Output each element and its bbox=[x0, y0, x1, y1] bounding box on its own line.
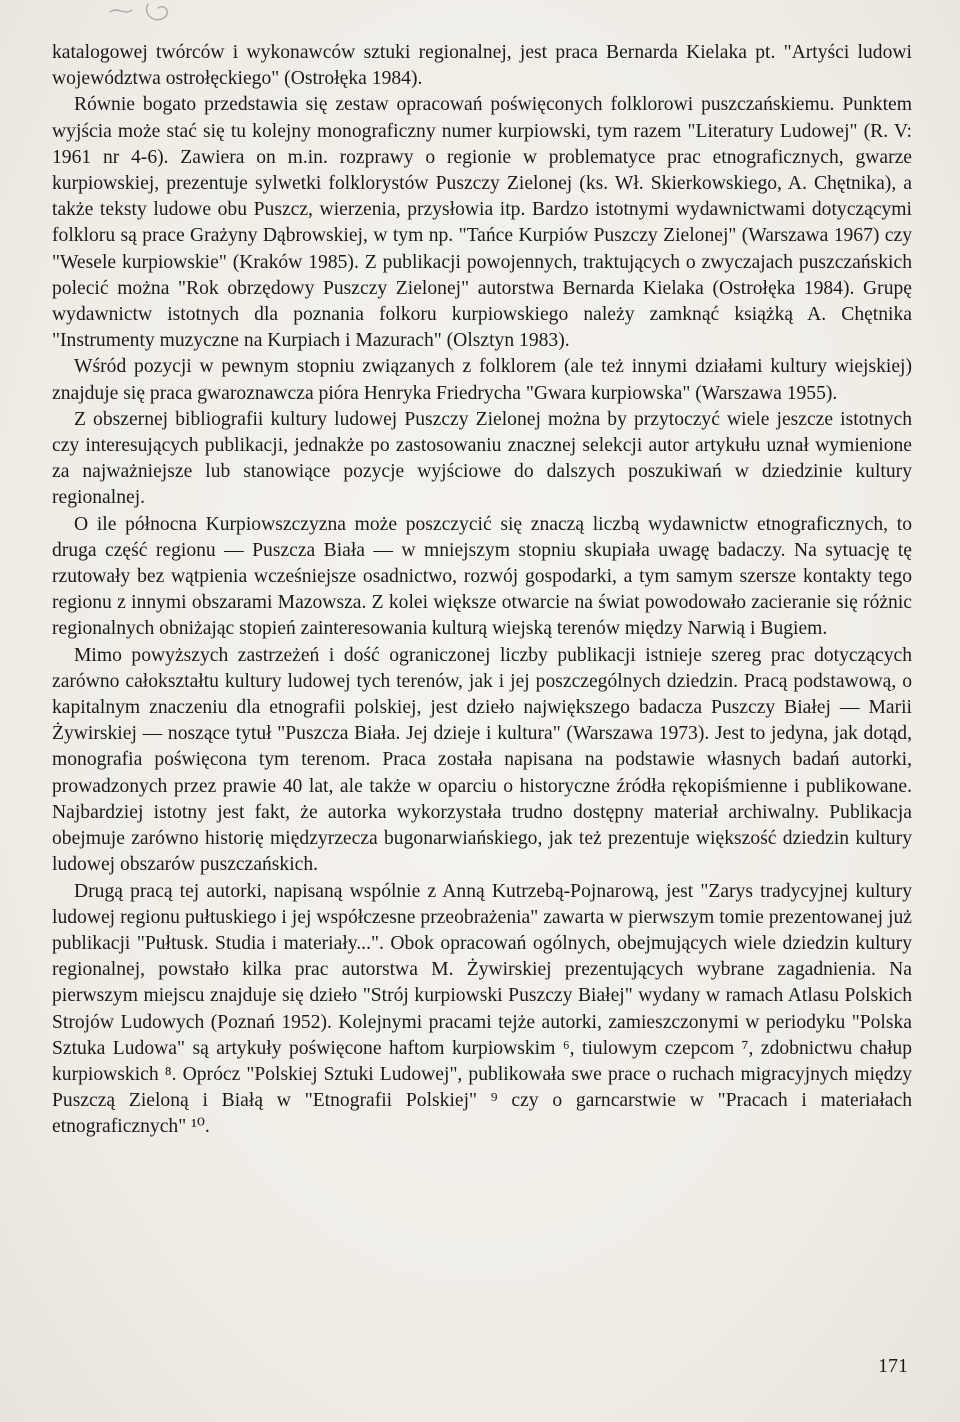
paragraph: Wśród pozycji w pewnym stopniu związanych z folklorem (ale też innymi działami kultury wiejskiej) znajduje się praca gwaroznawcza pióra Henryka Friedrycha "Gwara kurpiowska" (Warszawa 1955). bbox=[52, 356, 912, 404]
paragraph: katalogowej twórców i wykonawców sztuki regionalnej, jest praca Bernarda Kielaka pt. "Artyści ludowi województwa ostrołęckiego" (Ostrołęka 1984). bbox=[52, 42, 912, 90]
page-number: 171 bbox=[878, 1355, 908, 1377]
paragraph: O ile północna Kurpiowszczyzna może poszczycić się znaczą liczbą wydawnictw etnograficznych, to druga część regionu — Puszcza Biała — w mniejszym stopniu skupiała uwagę badaczy. Na sytuację tę rzutowały bez wątpienia wcześniejsze osadnictwo, rozwój gospodarki, a tym samym szersze kontakty tego regionu z innymi obszarami Mazowsza. Z kolei większe otwarcie na świat powodowało zacieranie się różnic regionalnych obniżając stopień zainteresowania kulturą wiejską terenów między Narwią i Bugiem. bbox=[52, 513, 912, 640]
pencil-mark-icon bbox=[108, 0, 188, 30]
paragraph: Równie bogato przedstawia się zestaw opracowań poświęconych folklorowi puszczańskiemu. Punktem wyjścia może stać się tu kolejny monograficzny numer kurpiowski, tym razem "Literatury Ludowej" (R. V: 1961 nr 4-6). Zawiera on m.in. rozprawy o regionie w problematyce prac etnograficznych, gwarze kurpiowskiej, prezentuje sylwetki folklorystów Puszczy Zielonej (ks. Wł. Skierkowskiego, A. Chętnika), a także teksty ludowe obu Puszcz, wierzenia, przysłowia itp. Bardzo istotnymi wydawnictwami dotyczącymi folkloru są prace Grażyny Dąbrowskiej, w tym np. "Tańce Kurpiów Puszczy Zielonej" (Warszawa 1967) czy "Wesele kurpiowskie" (Kraków 1985). Z publikacji powojennych, traktujących o zwyczajach puszczańskich polecić można "Rok obrzędowy Puszczy Zielonej" autorstwa Bernarda Kielaka (Ostrołęka 1984). Grupę wydawnictw istotnych dla poznania folkoru kurpiowskiego należy zamknąć książką A. Chętnika "Instrumenty muzyczne na Kurpiach i Mazurach" (Olsztyn 1983). bbox=[52, 94, 912, 352]
paragraph: Z obszernej bibliografii kultury ludowej Puszczy Zielonej można by przytoczyć wiele jeszcze istotnych czy interesujących publikacji, jednakże po zastosowaniu znacznej selekcji autor artykułu uznał wymienione za najważniejsze lub stanowiące pozycje wyjściowe do dalszych poszukiwań w dziedzinie kultury regionalnej. bbox=[52, 408, 912, 509]
paragraph: Mimo powyższych zastrzeżeń i dość ograniczonej liczby publikacji istnieje szereg prac dotyczących zarówno całokształtu kultury ludowej tych terenów, jak i jej poszczególnych dziedzin. Pracą podstawową, o kapitalnym znaczeniu dla etnografii polskiej, jest dzieło największego badacza Puszczy Białej — Marii Żywirskiej — noszące tytuł "Puszcza Biała. Jej dzieje i kultura" (Warszawa 1973). Jest to jedyna, jak dotąd, monografia poświęcona tym terenom. Praca została napisana na podstawie własnych badań autorki, prowadzonych przez prawie 40 lat, ale także w oparciu o historyczne źródła rękopiśmienne i publikowane. Najbardziej istotny jest fakt, że autorka wykorzystała trudno dostępny materiał archiwalny. Publikacja obejmuje zarówno historię międzyrzecza bugonarwiańskiego, jak też prezentuje większość dziedzin kultury ludowej obszarów puszczańskich. bbox=[52, 644, 912, 876]
paragraph: Drugą pracą tej autorki, napisaną wspólnie z Anną Kutrzebą-Pojnarową, jest "Zarys tradycyjnej kultury ludowej regionu pułtuskiego i jej współczesne przeobrażenia" zawarta w pierwszym tomie prezentowanej już publikacji "Pułtusk. Studia i materiały...". Obok opracowań ogólnych, obejmujących wiele dziedzin kultury regionalnej, powstało kilka prac autorstwa M. Żywirskiej prezentujących wybrane zagadnienia. Na pierwszym miejscu znajduje się dzieło "Strój kurpiowski Puszczy Białej" wydany w ramach Atlasu Polskich Strojów Ludowych (Poznań 1952). Kolejnymi pracami tejże autorki, zamieszczonymi w periodyku "Polska Sztuka Ludowa" są artykuły poświęcone haftom kurpiowskim ⁶, tiulowym czepcom ⁷, zdobnictwu chałup kurpiowskich ⁸. Oprócz "Polskiej Sztuki Ludowej", publikowała swe prace o ruchach migracyjnych między Puszczą Zieloną i Białą w "Etnografii Polskiej" ⁹ czy o garncarstwie w "Pracach i materiałach etnograficznych" ¹⁰. bbox=[52, 880, 912, 1138]
body-text bbox=[52, 40, 912, 1141]
